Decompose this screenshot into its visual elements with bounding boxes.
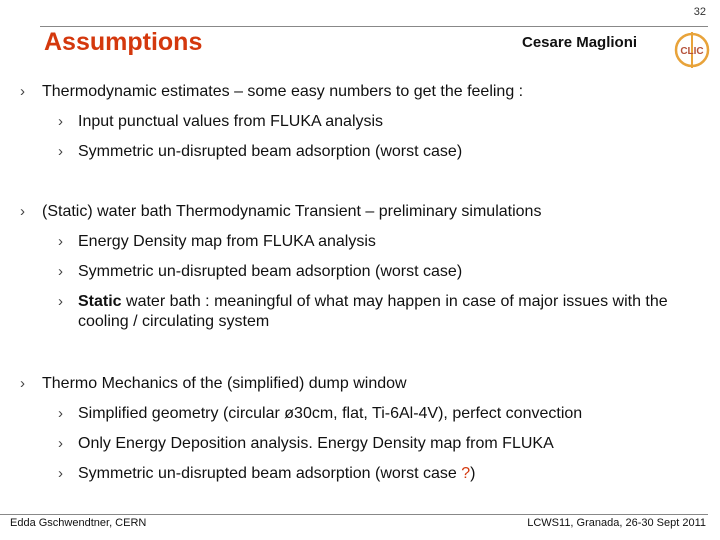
logo-text: CLIC bbox=[680, 46, 704, 57]
chevron-right-icon: › bbox=[20, 375, 25, 392]
chevron-right-icon: › bbox=[58, 143, 63, 160]
bottom-rule bbox=[0, 514, 708, 515]
chevron-right-icon: › bbox=[58, 435, 63, 452]
slide-number: 32 bbox=[693, 6, 706, 18]
chevron-right-icon: › bbox=[58, 465, 63, 482]
subbullet-static-water-bath: › Static water bath : meaningful of what may happen in case of major issues with the cooling / circulating system bbox=[58, 293, 668, 330]
subbullet-simplified-geometry: › Simplified geometry (circular ø30cm, flat, Ti-6Al-4V), perfect convection bbox=[58, 405, 583, 422]
author-name: Cesare Maglioni bbox=[522, 34, 638, 51]
subbullet-beam-adsorption: › Symmetric un-disrupted beam adsorption (worst case) bbox=[58, 143, 463, 160]
slide-title: Assumptions bbox=[44, 28, 203, 56]
subbullet-energy-density-map: › Energy Density map from FLUKA analysis bbox=[58, 233, 376, 250]
chevron-right-icon: › bbox=[20, 203, 25, 220]
top-rule bbox=[40, 26, 708, 27]
subbullet-input-values: › Input punctual values from FLUKA analysis bbox=[58, 113, 384, 130]
chevron-right-icon: › bbox=[58, 263, 63, 280]
chevron-right-icon: › bbox=[58, 405, 63, 422]
clic-logo bbox=[672, 30, 712, 70]
footer-author: Edda Gschwendtner, CERN bbox=[10, 517, 147, 529]
subbullet-beam-adsorption-2: › Symmetric un-disrupted beam adsorption (worst case) bbox=[58, 263, 463, 280]
subbullet-energy-deposition: › Only Energy Deposition analysis. Energy Density map from FLUKA bbox=[58, 435, 554, 452]
chevron-right-icon: › bbox=[58, 233, 63, 250]
chevron-right-icon: › bbox=[20, 83, 25, 100]
chevron-right-icon: › bbox=[58, 113, 63, 130]
bullet-thermodynamic-estimates: › Thermodynamic estimates – some easy numbers to get the feeling : bbox=[20, 83, 524, 100]
subbullet-beam-adsorption-3: › Symmetric un-disrupted beam adsorption (worst case ?) bbox=[58, 465, 476, 482]
footer-event: LCWS11, Granada, 26-30 Sept 2011 bbox=[527, 517, 706, 529]
bullet-thermo-mechanics: › Thermo Mechanics of the (simplified) dump window bbox=[20, 375, 407, 392]
bullet-water-bath: › (Static) water bath Thermodynamic Transient – preliminary simulations bbox=[20, 203, 542, 220]
chevron-right-icon: › bbox=[58, 293, 63, 310]
